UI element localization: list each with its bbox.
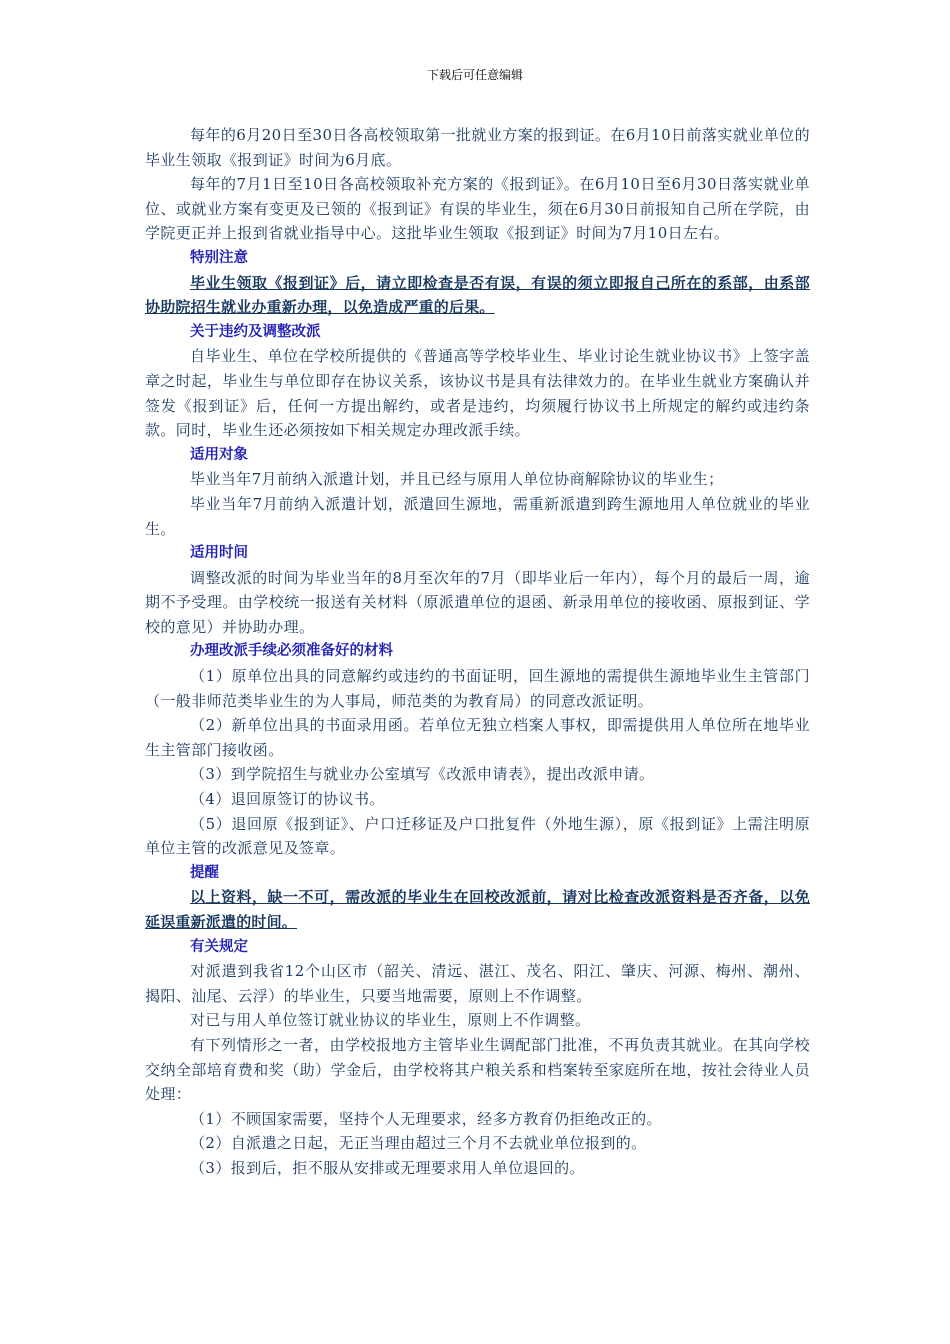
section-heading: 提醒	[190, 864, 219, 881]
list-item: （2）新单位出具的书面录用函。若单位无独立档案人事权，即需提供用人单位所在地毕业生主管部门接收函。	[145, 716, 810, 759]
list-item: （3）到学院招生与就业办公室填写《改派申请表》，提出改派申请。	[190, 765, 655, 784]
paragraph: 毕业当年7月前纳入派遣计划，派遣回生源地，需重新派遣到跨生源地用人单位就业的毕业生。	[145, 494, 810, 538]
list-item: （1）原单位出具的同意解约或违约的书面证明，回生源地的需提供生源地毕业生主管部门（一般非师范类毕业生的为人事局，师范类的为教育局）的同意改派证明。	[145, 667, 810, 710]
section-heading: 适用对象	[190, 446, 248, 463]
section-heading: 适用时间	[190, 545, 248, 562]
section-heading: 办理改派手续必须准备好的材料	[190, 643, 393, 660]
list-item: （1）不顾国家需要，坚持个人无理要求，经多方教育仍拒绝改正的。	[190, 1109, 662, 1128]
list-item: （5）退回原《报到证》、户口迁移证及户口批复件（外地生源），原《报到证》上需注明原单位主管的改派意见及签章。	[145, 814, 810, 858]
paragraph: 对派遣到我省12个山区市（韶关、清远、湛江、茂名、阳江、肇庆、河源、梅州、潮州、揭阳、汕尾、云浮）的毕业生，只要当地需要，原则上不作调整。	[145, 962, 810, 1005]
section-heading: 特别注意	[190, 249, 248, 266]
paragraph: 自毕业生、单位在学校所提供的《普通高等学校毕业生、毕业讨论生就业协议书》上签字盖章之时起，毕业生与单位即存在协议关系，该协议书是具有法律效力的。在毕业生就业方案确认并签发《报到证》后，任何一方提出解约，或者是违约，均须履行协议书上所规定的解约或违约条款。同时，毕业生还必须按如下相关规定办理改派手续。	[145, 347, 810, 440]
paragraph: 调整改派的时间为毕业当年的8月至次年的7月（即毕业后一年内），每个月的最后一周，逾期不予受理。由学校统一报送有关材料（原派遣单位的退函、新录用单位的接收函、原报到证、学校的意见）并协助办理。	[145, 568, 810, 636]
paragraph: 每年的6月20日至30日各高校领取第一批就业方案的报到证。在6月10日前落实就业单位的毕业生领取《报到证》时间为6月底。	[145, 126, 810, 169]
paragraph: 毕业当年7月前纳入派遣计划，并且已经与原用人单位协商解除协议的毕业生；	[190, 470, 724, 489]
list-item: （3）报到后，拒不服从安排或无理要求用人单位退回的。	[190, 1158, 585, 1177]
document-body	[145, 123, 810, 1181]
list-item: （2）自派遣之日起，无正当理由超过三个月不去就业单位报到的。	[190, 1134, 647, 1153]
page-header: 下载后可任意编辑	[426, 68, 523, 82]
warning-text: 毕业生领取《报到证》后，请立即检查是否有误，有误的须立即报自己所在的系部，由系部协助院招生就业办重新办理，以免造成严重的后果。	[145, 273, 810, 317]
warning-text: 以上资料，缺一不可，需改派的毕业生在回校改派前，请对比检查改派资料是否齐备，以免延误重新派遣的时间。	[145, 888, 810, 931]
paragraph: 对已与用人单位签订就业协议的毕业生，原则上不作调整。	[190, 1011, 591, 1030]
section-heading: 关于违约及调整改派	[190, 323, 321, 340]
paragraph: 每年的7月1日至10日各高校领取补充方案的《报到证》。在6月10日至6月30日落实就业单位、或就业方案有变更及已领的《报到证》有误的毕业生，须在6月30日前报知自己所在学院，由学院更正并上报到省就业指导中心。这批毕业生领取《报到证》时间为7月10日左右。	[145, 175, 810, 243]
section-heading: 有关规定	[190, 938, 248, 955]
list-item: （4）退回原签订的协议书。	[190, 790, 385, 809]
paragraph: 有下列情形之一者，由学校报地方主管毕业生调配部门批准，不再负责其就业。在其向学校交纳全部培育费和奖（助）学金后，由学校将其户粮关系和档案转至家庭所在地，按社会待业人员处理：	[145, 1035, 810, 1104]
